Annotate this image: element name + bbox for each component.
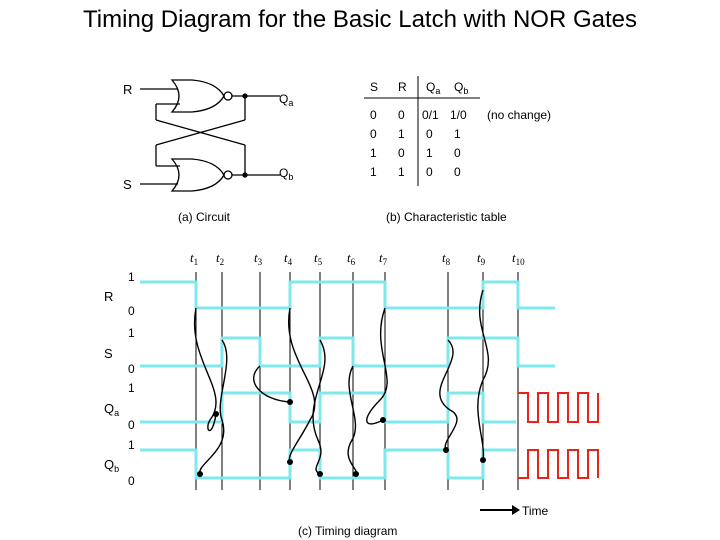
- table-cell-r3c1: 1: [398, 165, 405, 179]
- nor-gate-bottom-bubble: [224, 171, 232, 179]
- qa-letter: Q: [279, 92, 289, 106]
- causal-arrowhead-7: [443, 447, 449, 453]
- nor-gate-bottom: [172, 159, 224, 191]
- causal-arrowhead-3: [287, 399, 293, 405]
- time-label-10: $t_{10}$: [512, 250, 525, 267]
- table-cell-r2c2: 1: [426, 146, 433, 160]
- signal-high-1: 1: [128, 326, 135, 340]
- signal-low-0: 0: [128, 304, 135, 318]
- causal-arrowhead-6: [353, 471, 359, 477]
- table-header-1: R: [398, 80, 407, 94]
- time-label-7: $t_7$: [379, 250, 388, 267]
- causal-arrowhead-0: [213, 411, 219, 417]
- waveform-1: [140, 338, 555, 366]
- table-cell-r2c0: 1: [370, 146, 377, 160]
- table-cell-r3c2: 0: [426, 165, 433, 179]
- signal-name-1: S: [104, 346, 113, 361]
- timing-diagram: [140, 272, 598, 515]
- signal-low-1: 0: [128, 362, 135, 376]
- causal-arrowhead-8: [480, 457, 486, 463]
- table-cell-r3c3: 0: [454, 165, 461, 179]
- qb-subscript: b: [288, 172, 294, 182]
- qa-oscillation: [518, 393, 598, 422]
- nor-gate-top-bubble: [224, 92, 232, 100]
- signal-name-2: $Q_a$: [104, 401, 120, 418]
- time-axis-label: Time: [522, 504, 549, 518]
- waveform-3: [140, 450, 516, 478]
- signal-high-3: 1: [128, 438, 135, 452]
- time-label-9: $t_9$: [477, 250, 486, 267]
- table-cell-r1c0: 0: [370, 127, 377, 141]
- time-label-2: $t_2$: [216, 250, 225, 267]
- time-label-8: $t_8$: [442, 250, 451, 267]
- signal-low-2: 0: [128, 418, 135, 432]
- signal-name-3: $Q_b$: [104, 457, 120, 474]
- table-cell-r0c1: 0: [398, 108, 405, 122]
- causal-arrowhead-5: [380, 417, 386, 423]
- signal-high-0: 1: [128, 270, 135, 284]
- circuit-qb-label: [279, 166, 293, 184]
- causal-arrow-0: [195, 308, 216, 431]
- time-label-5: $t_5$: [314, 250, 323, 267]
- time-axis-arrowhead: [512, 505, 520, 515]
- waveform-0: [140, 282, 555, 308]
- signal-name-0: R: [104, 289, 114, 304]
- table-cell-r1c3: 1: [454, 127, 461, 141]
- table-cell-r1c1: 1: [398, 127, 405, 141]
- circuit-qa-label: [279, 92, 293, 110]
- causal-arrowhead-2: [287, 459, 293, 465]
- causal-arrow-3: [254, 366, 290, 402]
- time-label-6: $t_6$: [347, 250, 356, 267]
- time-label-4: $t_4$: [284, 250, 293, 267]
- table-header-0: S: [370, 80, 379, 94]
- table-cell-r0c2: 0/1: [422, 108, 439, 122]
- table-header-3: $Q_b$: [454, 80, 469, 96]
- qb-oscillation: [518, 450, 598, 478]
- table-cell-r3c0: 1: [370, 165, 377, 179]
- causal-arrow-2: [289, 308, 315, 462]
- causal-arrowhead-4: [317, 471, 323, 477]
- time-label-3: $t_3$: [254, 250, 263, 267]
- table-cell-r2c3: 0: [454, 146, 461, 160]
- table-note-r0: (no change): [487, 108, 552, 122]
- table-cell-r0c0: 0: [370, 108, 377, 122]
- qa-subscript: a: [288, 98, 294, 108]
- qb-letter: Q: [279, 166, 289, 180]
- causal-arrowhead-1: [197, 471, 203, 477]
- circuit-caption: (a) Circuit: [178, 210, 231, 224]
- page-title: Timing Diagram for the Basic Latch with NOR Gates: [83, 6, 637, 33]
- signal-high-2: 1: [128, 381, 135, 395]
- circuit-s-label: S: [123, 177, 132, 192]
- nor-gate-top: [172, 80, 224, 112]
- time-label-1: $t_1$: [190, 250, 199, 267]
- table-cell-r2c1: 0: [398, 146, 405, 160]
- table-caption: (b) Characteristic table: [386, 210, 507, 224]
- timing-caption: (c) Timing diagram: [298, 524, 398, 538]
- signal-low-3: 0: [128, 474, 135, 488]
- latch-circuit: [140, 80, 280, 191]
- table-cell-r0c3: 1/0: [450, 108, 467, 122]
- causal-arrow-6: [348, 366, 356, 474]
- table-header-2: $Q_a$: [426, 80, 441, 96]
- table-cell-r1c2: 0: [426, 127, 433, 141]
- circuit-r-label: R: [123, 82, 133, 97]
